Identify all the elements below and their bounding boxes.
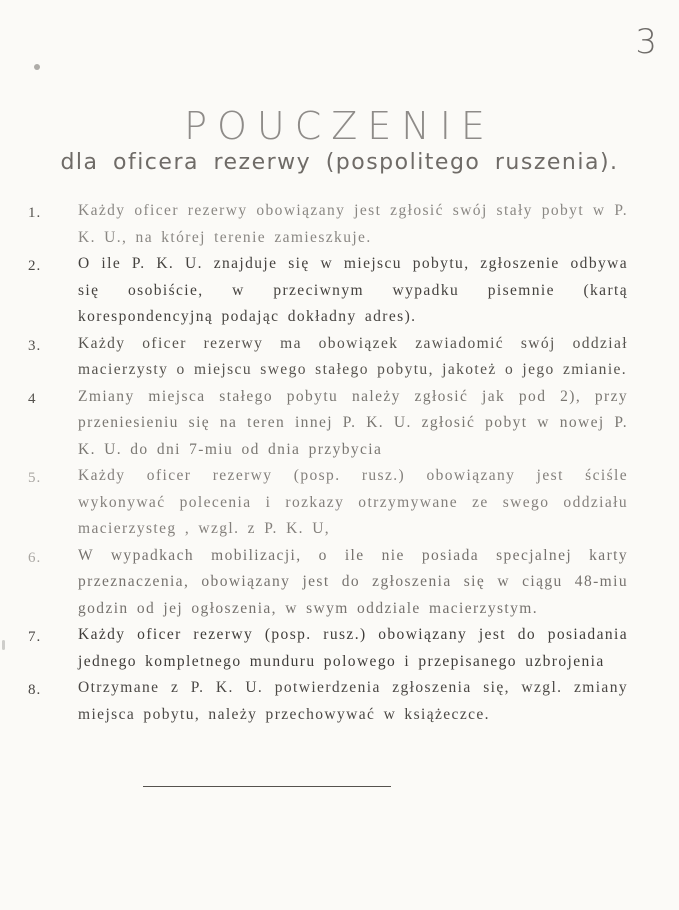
- item-text: Każdy oficer rezerwy obowiązany jest zgłosić swój stały pobyt w P. K. U., na której terenie zamieszkuje.: [78, 202, 628, 246]
- list-item: [28, 463, 628, 543]
- list-item: [28, 622, 628, 675]
- item-text: W wypadkach mobilizacji, o ile nie posiada specjalnej karty przeznaczenia, obowiązany jest do zgłoszenia się w ciągu 48-miu godzin od jej ogłoszenia, w swym oddziale macierzystym.: [78, 546, 628, 617]
- item-number: 1.: [28, 205, 42, 221]
- list-item: [28, 384, 628, 464]
- document-title: POUCZENIE: [184, 104, 495, 148]
- item-text: Zmiany miejsca stałego pobytu należy zgłosić jak pod 2), przy przeniesieniu się na teren innej P. K. U. zgłosić pobyt w nowej P. K. U. do dni 7-miu od dnia przybycia: [78, 387, 628, 458]
- item-number: 3.: [28, 337, 42, 354]
- instruction-list: [28, 198, 628, 728]
- ink-speck: [2, 640, 5, 650]
- list-item: [28, 675, 628, 728]
- item-text: Każdy oficer rezerwy (posp. rusz.) obowiązany jest do posiadania jednego kompletnego munduru polowego i przepisanego uzbrojenia: [78, 626, 628, 670]
- item-number: 7.: [28, 629, 42, 645]
- item-text: Każdy oficer rezerwy (posp. rusz.) obowiązany jest ściśle wykonywać polecenia i rozkazy otrzymywane ze swego oddziału macierzysteg , wzgl. z P. K. U,: [78, 467, 628, 537]
- item-number: 4: [28, 390, 37, 407]
- text-underline: [143, 786, 391, 787]
- document-subtitle: dla oficera rezerwy (pospolitego ruszenia).: [60, 150, 619, 175]
- list-item: [28, 251, 628, 331]
- list-item: [28, 198, 628, 251]
- item-text: Każdy oficer rezerwy ma obowiązek zawiadomić swój oddział macierzysty o miejscu swego stałego pobytu, jakoteż o jego zmianie.: [78, 334, 628, 378]
- item-number: 6.: [28, 549, 42, 566]
- item-text: Otrzymane z P. K. U. potwierdzenia zgłoszenia się, wzgl. zmiany miejsca pobytu, należy przechowywać w książeczce.: [78, 679, 628, 723]
- page-number: 3: [635, 22, 657, 62]
- item-number: 2.: [28, 258, 42, 274]
- item-text: O ile P. K. U. znajduje się w miejscu pobytu, zgłoszenie odbywa się osobiście, w przeciwnym wypadku pisemnie (kartą korespondencyjną podając dokładny adres).: [78, 255, 628, 325]
- list-item: [28, 331, 628, 384]
- ink-speck: [34, 64, 40, 70]
- item-number: 5.: [28, 470, 42, 486]
- list-item: [28, 543, 628, 623]
- item-number: 8.: [28, 682, 42, 698]
